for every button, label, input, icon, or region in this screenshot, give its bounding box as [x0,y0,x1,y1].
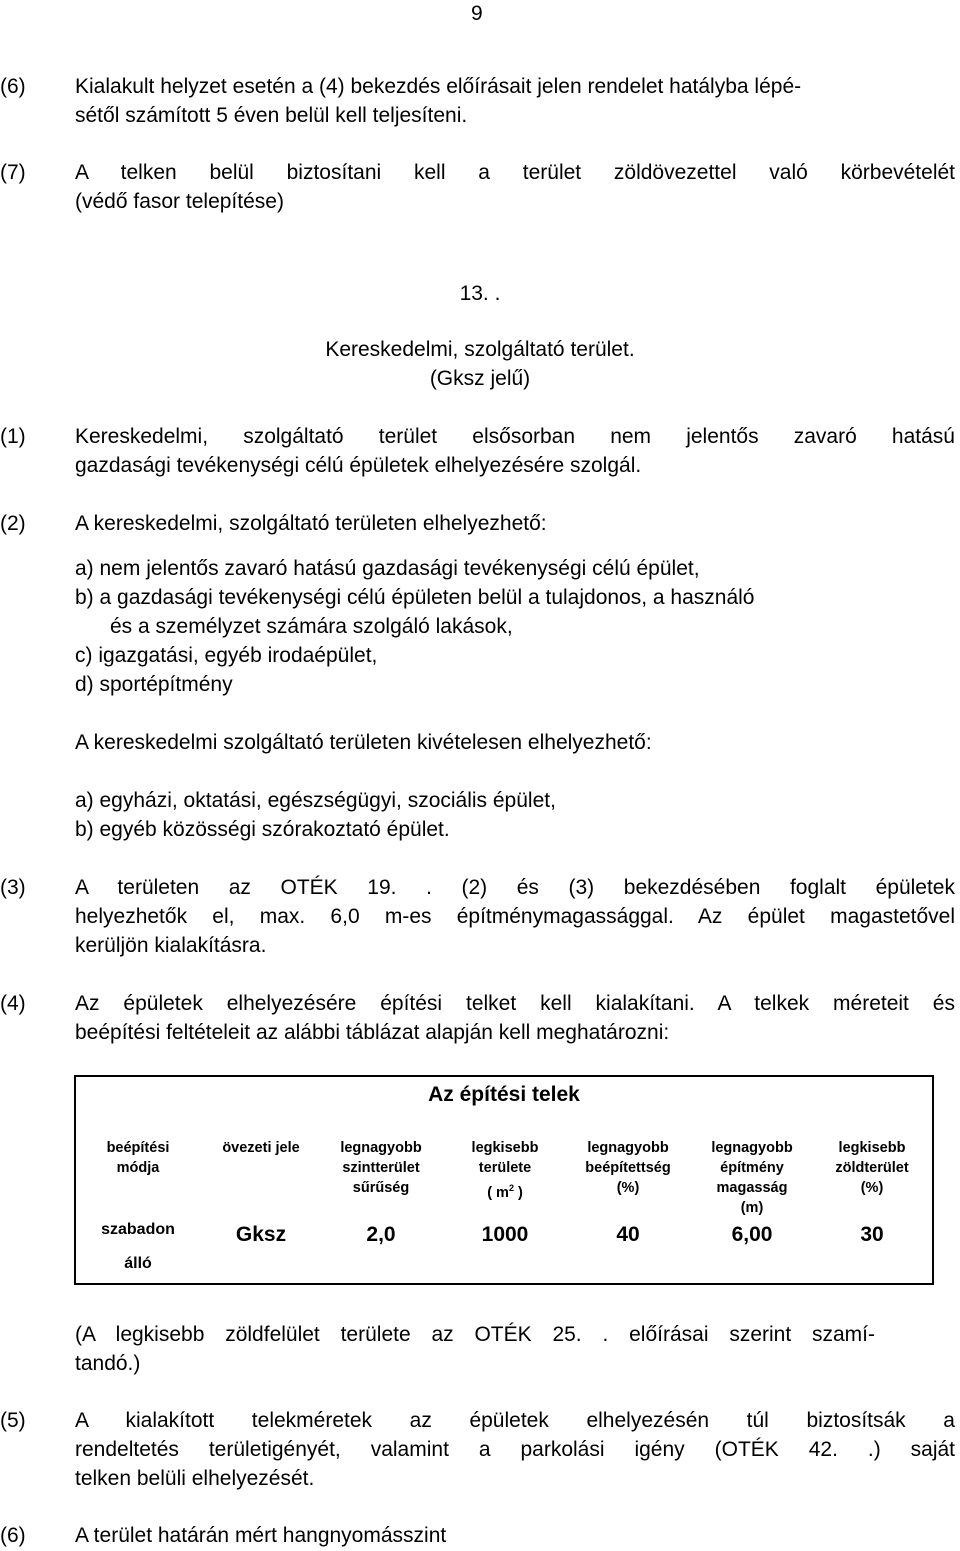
table-cell: 2,0 [366,1223,396,1246]
paragraph-text: gazdasági tevékenységi célú épületek elhelyezésére szolgál. [75,454,642,477]
list-item: b) egyéb közösségi szórakoztató épület. [75,818,450,841]
paragraph-text: A kereskedelmi, szolgáltató területen elhelyezhető: [75,512,547,535]
paragraph-text: (védő fasor telepítése) [75,190,284,213]
list-item: a) egyházi, oktatási, egészségügyi, szociális épület, [75,789,556,812]
table-cell: 6,00 [731,1223,773,1246]
table-row-label: álló [124,1255,152,1272]
building-plot-table [74,1075,934,1285]
paragraph-text: beépítési feltételeit az alábbi táblázat alapján kell meghatározni: [75,1021,670,1044]
paragraph-text: Kereskedelmi, szolgáltató terület elsősorban nem jelentős zavaró hatású [75,425,955,448]
section-title: Kereskedelmi, szolgáltató terület. [325,338,635,361]
table-header-cell: legkisebb zöldterület (%) [835,1140,909,1196]
list-item: d) sportépítmény [75,673,233,696]
section-number: 13. . [459,282,501,305]
list-item: b) a gazdasági tevékenységi célú épületen belül a tulajdonos, a használó [75,586,755,609]
table-cell: 1000 [481,1223,529,1246]
table-header-cell: legnagyobb szintterület sűrűség [340,1140,422,1196]
paragraph-text: A telken belül biztosítani kell a terület zöldövezettel való körbevételét [75,161,955,184]
paragraph-number: (1) [0,425,26,448]
table-cell: Gksz [235,1223,287,1246]
table-cell: 30 [860,1223,884,1246]
paragraph-text: Az épületek elhelyezésére építési telket kell kialakítani. A telkek méreteit és [75,992,955,1015]
paragraph-number: (3) [0,876,26,899]
paragraph-text: A területen az OTÉK 19. . (2) és (3) bekezdésében foglalt épületek [75,876,955,899]
paragraph-number: (4) [0,992,26,1015]
paragraph-number: (6) [0,1524,26,1547]
paragraph-number: (2) [0,512,26,535]
paragraph-text: telken belüli elhelyezését. [75,1467,315,1490]
paragraph-number: (5) [0,1409,26,1432]
paragraph-text: A kereskedelmi szolgáltató területen kivételesen elhelyezhető: [75,731,652,754]
table-note: tandó.) [75,1352,141,1375]
paragraph-number: (6) [0,75,26,98]
paragraph-text: A kialakított telekméretek az épületek elhelyezésén túl biztosítsák a [75,1409,955,1432]
table-note: (A legkisebb zöldfelület területe az OTÉK 25. . előírásai szerint szamí- [75,1323,875,1346]
list-item: c) igazgatási, egyéb irodaépület, [75,644,378,667]
paragraph-text: rendeltetés területigényét, valamint a parkolási igény (OTÉK 42. .) saját [75,1438,955,1461]
paragraph-number: (7) [0,161,26,184]
paragraph-text: A terület határán mért hangnyomásszint [75,1524,447,1547]
table-header-cell: legnagyobb beépítettség (%) [585,1140,671,1196]
list-item: a) nem jelentős zavaró hatású gazdasági tevékenységi célú épület, [75,557,700,580]
table-header-cell: beépítési módja [106,1140,170,1176]
page-number: 9 [471,2,483,25]
table-header-cell: legkisebb területe ( $m^2$ ) [471,1140,539,1201]
paragraph-text: kerüljön kialakításra. [75,934,267,957]
table-row-label: szabadon [101,1221,175,1238]
table-header-cell: övezeti jele [222,1140,300,1156]
table-cell: 40 [616,1223,640,1246]
section-subtitle: (Gksz jelű) [429,367,531,390]
table-title: Az építési telek [428,1083,580,1106]
paragraph-text: helyezhetők el, max. 6,0 m-es építménymagassággal. Az épület magastetővel [75,905,955,928]
paragraph-text: Kialakult helyzet esetén a (4) bekezdés előírásait jelen rendelet hatályba lépé- [75,75,802,98]
paragraph-text: sétől számított 5 éven belül kell teljesíteni. [75,104,468,127]
list-item: és a személyzet számára szolgáló lakások, [110,615,513,638]
table-header-cell: legnagyobb építmény magasság (m) [711,1140,793,1216]
